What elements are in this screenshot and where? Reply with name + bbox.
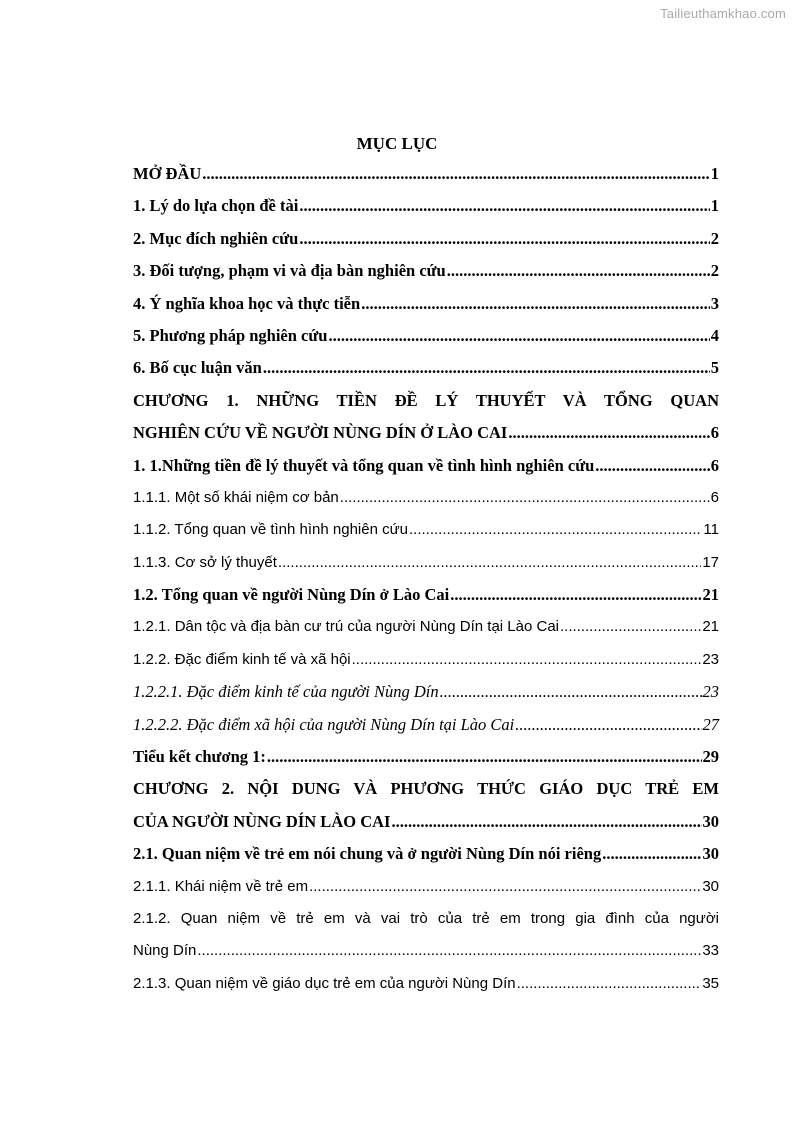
toc-page-number: 30 <box>702 811 719 831</box>
toc-entry-2-1[interactable] <box>133 838 719 870</box>
dot-leader <box>602 838 701 870</box>
dot-leader <box>517 968 702 1000</box>
dot-leader <box>508 417 709 449</box>
dot-leader <box>440 676 702 708</box>
toc-page-number: 1 <box>710 196 719 216</box>
dot-leader <box>447 255 710 287</box>
toc-entry-chapter-2[interactable] <box>133 806 719 838</box>
toc-entry-text: 2.1. Quan niệm về trẻ em nói chung và ở người Nùng Dín nói riêng <box>133 844 602 864</box>
toc-page-number: 23 <box>702 650 719 668</box>
toc-entry-y-nghia[interactable] <box>133 288 719 320</box>
dot-leader <box>352 644 702 676</box>
toc-entry-text: 2. Mục đích nghiên cứu <box>133 228 299 248</box>
toc-entry-text: 1.2.1. Dân tộc và địa bàn cư trú của người Nùng Dín tại Lào Cai <box>133 618 559 636</box>
toc-entry-text: Nùng Dín <box>133 942 197 960</box>
toc-entry-1-1-1[interactable] <box>133 482 719 514</box>
dot-leader <box>197 935 701 967</box>
toc-page-number: 3 <box>710 293 719 313</box>
toc-entry-text: 5. Phương pháp nghiên cứu <box>133 325 328 345</box>
toc-entry-text: 3. Đối tượng, phạm vi và địa bàn nghiên cứu <box>133 261 446 281</box>
toc-entry-text: 1.1.3. Cơ sở lý thuyết <box>133 553 277 571</box>
toc-entry-text: 1.2.2. Đặc điểm kinh tế và xã hội <box>133 650 351 668</box>
toc-entry-text: 1. 1.Những tiền đề lý thuyết và tổng quan về tình hình nghiên cứu <box>133 455 595 475</box>
dot-leader <box>391 806 701 838</box>
dot-leader <box>202 158 709 190</box>
toc-page-number: 11 <box>703 521 719 539</box>
toc-page-number: 2 <box>710 228 719 248</box>
toc-entry-text: 1.1.1. Một số khái niệm cơ bản <box>133 488 339 506</box>
toc-page-number: 17 <box>702 553 719 571</box>
toc-entry-2-1-2[interactable] <box>133 935 719 967</box>
toc-entry-text: CỦA NGƯỜI NÙNG DÍN LÀO CAI <box>133 811 391 831</box>
toc-page-number: 35 <box>702 974 719 992</box>
dot-leader <box>309 871 701 903</box>
toc-page-number: 2 <box>710 261 719 281</box>
toc-entry-text: NGHIÊN CỨU VỀ NGƯỜI NÙNG DÍN Ở LÀO CAI <box>133 423 508 443</box>
toc-entry-doi-tuong[interactable] <box>133 255 719 287</box>
toc-entry-text: 1.2.2.1. Đặc điểm kinh tế của người Nùng Dín <box>133 682 439 702</box>
toc-page-number: 6 <box>710 488 719 506</box>
toc-entry-1-1[interactable] <box>133 450 719 482</box>
toc-entry-2-1-3[interactable] <box>133 968 719 1000</box>
toc-entry-text: Tiểu kết chương 1: <box>133 747 266 767</box>
dot-leader <box>361 288 710 320</box>
toc-entry-mo-dau[interactable] <box>133 158 719 190</box>
toc-entry-2-1-2-line[interactable]: 2.1.2. Quan niệm về trẻ em và vai trò của trẻ em trong gia đình của người <box>133 909 719 927</box>
toc-entry-1-2[interactable] <box>133 579 719 611</box>
toc-entry-text: 2.1.1. Khái niệm về trẻ em <box>133 877 309 895</box>
toc-page-number: 21 <box>702 618 719 636</box>
dot-leader <box>267 741 702 773</box>
table-of-contents <box>133 158 719 1000</box>
toc-page-number: 1 <box>710 164 719 183</box>
toc-entry-text: 1.2.2.2. Đặc điểm xã hội của người Nùng Dín tại Lào Cai <box>133 714 515 734</box>
toc-entry-text: 4. Ý nghĩa khoa học và thực tiễn <box>133 293 361 313</box>
toc-page-number: 21 <box>702 585 719 605</box>
toc-entry-muc-dich[interactable] <box>133 223 719 255</box>
dot-leader <box>560 611 701 643</box>
toc-page-number: 5 <box>710 358 719 378</box>
toc-entry-tieu-ket-1[interactable] <box>133 741 719 773</box>
toc-entry-1-2-2-1[interactable] <box>133 676 719 708</box>
toc-entry-2-1-1[interactable] <box>133 871 719 903</box>
toc-entry-text: 6. Bố cục luận văn <box>133 358 262 378</box>
dot-leader <box>515 709 701 741</box>
watermark-text: Tailieuthamkhao.com <box>660 6 786 21</box>
dot-leader <box>409 514 702 546</box>
dot-leader <box>299 223 709 255</box>
page-title: MỤC LỤC <box>356 134 438 153</box>
toc-page-number: 23 <box>702 682 719 702</box>
toc-page-number: 4 <box>710 325 719 345</box>
dot-leader <box>595 450 709 482</box>
toc-entry-text: MỞ ĐẦU <box>133 164 202 183</box>
toc-entry-1-2-1[interactable] <box>133 611 719 643</box>
toc-entry-text: 1.1.2. Tổng quan về tình hình nghiên cứu <box>133 521 408 539</box>
dot-leader <box>340 482 710 514</box>
toc-entry-1-1-3[interactable] <box>133 547 719 579</box>
dot-leader <box>328 320 709 352</box>
dot-leader <box>299 190 709 222</box>
toc-page-number: 6 <box>710 423 719 443</box>
toc-page-number: 33 <box>702 942 719 960</box>
dot-leader <box>450 579 701 611</box>
toc-entry-phuong-phap[interactable] <box>133 320 719 352</box>
toc-page-number: 30 <box>702 877 719 895</box>
toc-entry-bo-cuc[interactable] <box>133 352 719 384</box>
toc-page-number: 6 <box>710 455 719 475</box>
toc-entry-text: 2.1.3. Quan niệm về giáo dục trẻ em của người Nùng Dín <box>133 974 516 992</box>
toc-page-number: 29 <box>702 747 719 767</box>
toc-chapter-1-heading-line[interactable]: CHƯƠNG 1. NHỮNG TIỀN ĐỀ LÝ THUYẾT VÀ TỔNG QUAN <box>133 390 719 410</box>
toc-entry-text: 1. Lý do lựa chọn đề tài <box>133 196 299 216</box>
dot-leader <box>263 352 710 384</box>
toc-entry-1-2-2[interactable] <box>133 644 719 676</box>
toc-entry-chapter-1[interactable] <box>133 417 719 449</box>
dot-leader <box>278 547 701 579</box>
toc-chapter-2-heading-line[interactable]: CHƯƠNG 2. NỘI DUNG VÀ PHƯƠNG THỨC GIÁO DỤC TRẺ EM <box>133 779 719 799</box>
toc-entry-1-1-2[interactable] <box>133 514 719 546</box>
toc-entry-ly-do[interactable] <box>133 190 719 222</box>
toc-page-number: 30 <box>702 844 719 864</box>
toc-entry-1-2-2-2[interactable] <box>133 709 719 741</box>
toc-page-number: 27 <box>702 714 719 734</box>
toc-entry-text: 1.2. Tổng quan về người Nùng Dín ở Lào Cai <box>133 585 450 605</box>
